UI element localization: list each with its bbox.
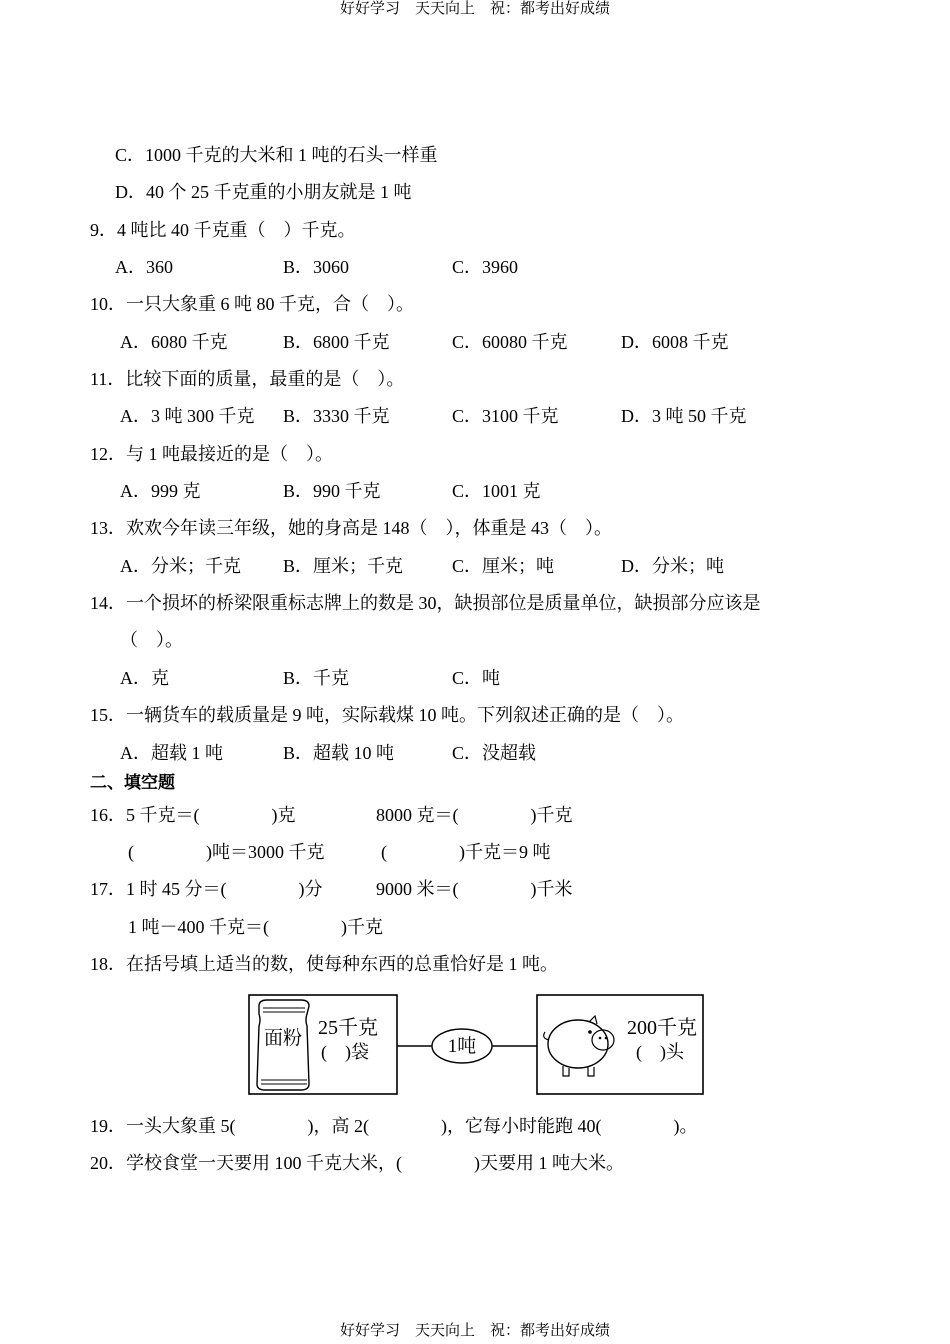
q15-option-c: C．没超载 [452,743,537,763]
flour-bag-count: ( )袋 [321,1042,369,1062]
q13-option-d: D．分米；吨 [621,556,724,576]
q9-stem: 9．4 吨比 40 千克重（ ）千克。 [90,220,356,240]
q15-option-b: B．超载 10 吨 [283,743,395,763]
q14-stem: 14．一个损坏的桥梁限重标志牌上的数是 30，缺损部位是质量单位，缺损部分应该是 [90,593,761,613]
q16-part-a: 16．5 千克＝( )克 [90,805,296,825]
q16-part-c: ( )吨＝3000 千克 [128,842,325,862]
q9-option-b: B．3060 [283,257,350,277]
q19-stem: 19．一头大象重 5( )，高 2( )，它每小时能跑 40( )。 [90,1116,698,1136]
q8-option-d: D．40 个 25 千克重的小朋友就是 1 吨 [115,182,412,202]
q17-part-a: 17．1 时 45 分＝( )分 [90,879,323,899]
q13-stem: 13．欢欢今年读三年级，她的身高是 148（ ），体重是 43（ ）。 [90,518,612,538]
pig-weight: 200千克 [627,1017,697,1039]
q10-option-b: B．6800 千克 [283,332,390,352]
q13-option-c: C．厘米；吨 [452,556,555,576]
q18-stem: 18．在括号填上适当的数，使每种东西的总重恰好是 1 吨。 [90,954,558,974]
q15-stem: 15．一辆货车的载质量是 9 吨，实际载煤 10 吨。下列叙述正确的是（ ）。 [90,705,684,725]
q11-option-b: B．3330 千克 [283,406,390,426]
q9-option-c: C．3960 [452,257,519,277]
q14-option-c: C．吨 [452,668,501,688]
q18-diagram [245,992,707,1098]
q17-part-c: 1 吨－400 千克＝( )千克 [128,917,383,937]
page-header: 好好学习 天天向上 祝：都考出好成绩 [339,0,610,17]
q10-option-d: D．6008 千克 [621,332,729,352]
q15-option-a: A．超载 1 吨 [120,743,223,763]
q11-option-a: A．3 吨 300 千克 [120,406,255,426]
q16-part-b: 8000 克＝( )千克 [376,805,573,825]
q10-option-c: C．60080 千克 [452,332,568,352]
q14-stem-continued: （ ）。 [120,630,183,650]
q12-option-c: C．1001 克 [452,481,541,501]
page-footer: 好好学习 天天向上 祝：都考出好成绩 [339,1321,610,1339]
q13-option-a: A．分米；千克 [120,556,241,576]
q20-stem: 20．学校食堂一天要用 100 千克大米，( )天要用 1 吨大米。 [90,1153,624,1173]
q11-option-c: C．3100 千克 [452,406,559,426]
q17-part-b: 9000 米＝( )千米 [376,879,573,899]
q12-option-a: A．999 克 [120,481,201,501]
q11-option-d: D．3 吨 50 千克 [621,406,747,426]
q14-option-a: A．克 [120,668,169,688]
q12-option-b: B．990 千克 [283,481,381,501]
q8-option-c: C．1000 千克的大米和 1 吨的石头一样重 [115,145,438,165]
pig-head-count: ( )头 [636,1042,684,1062]
section-heading-fill-in: 二、填空题 [90,773,175,793]
flour-label: 面粉 [263,1028,303,1049]
q10-stem: 10．一只大象重 6 吨 80 千克，合（ ）。 [90,294,414,314]
q14-option-b: B．千克 [283,668,350,688]
flour-weight: 25千克 [318,1017,378,1039]
q9-option-a: A．360 [115,257,173,277]
q11-stem: 11．比较下面的质量，最重的是（ ）。 [90,369,405,389]
center-label: 1吨 [447,1036,477,1057]
q12-stem: 12．与 1 吨最接近的是（ ）。 [90,444,333,464]
pig-icon [544,1016,614,1076]
q16-part-d: ( )千克＝9 吨 [381,842,551,862]
q13-option-b: B．厘米；千克 [283,556,404,576]
q10-option-a: A．6080 千克 [120,332,228,352]
